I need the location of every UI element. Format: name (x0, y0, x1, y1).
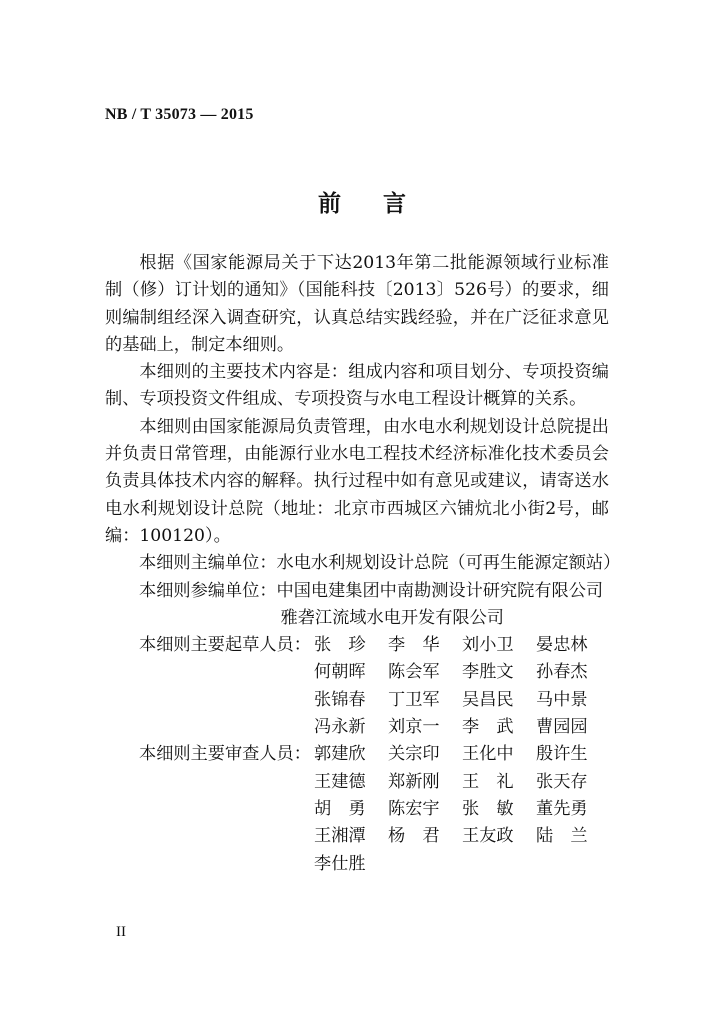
participating-unit: 雅砻江流域水电开发有限公司 (280, 607, 504, 628)
person-name: 杨 君 (388, 826, 440, 847)
chief-editor-unit: 水电水利规划设计总院（可再生能源定额站） (276, 553, 621, 574)
person-name: 李胜文 (462, 662, 514, 683)
reviewers-label: 本细则主要审查人员： (139, 744, 311, 765)
participating-unit: 中国电建集团中南勘测设计研究院有限公司 (276, 580, 604, 601)
person-name: 王建德 (314, 771, 366, 792)
person-name: 张天存 (536, 771, 588, 792)
person-name: 王湘潭 (314, 826, 366, 847)
page-number: II (116, 924, 126, 940)
paragraph-technical-content: 本细则的主要技术内容是：组成内容和项目划分、专项投资编制、专项投资文件组成、专项投资与水电工程设计概算的关系。 (105, 362, 609, 410)
chief-editor-label: 本细则主编单位： (139, 553, 277, 574)
person-name: 陈会军 (388, 662, 440, 683)
person-name: 陈宏宇 (388, 798, 440, 819)
person-name: 晏忠林 (536, 635, 588, 656)
person-name: 王化中 (462, 744, 514, 765)
reviewers-row (139, 741, 609, 877)
drafters-row (139, 632, 609, 741)
foreword-body (105, 250, 621, 878)
person-name: 马中景 (536, 689, 588, 710)
person-name: 丁卫军 (388, 689, 440, 710)
person-name: 郭建欣 (314, 744, 366, 765)
participating-row (139, 578, 609, 633)
person-name: 李仕胜 (314, 853, 366, 874)
person-name: 李 华 (388, 635, 440, 656)
person-name: 刘小卫 (462, 635, 514, 656)
title-char-1: 前 (318, 190, 341, 217)
person-name: 陆 兰 (536, 826, 588, 847)
paragraph-basis: 根据《国家能源局关于下达2013年第二批能源领域行业标准制（修）订计划的通知》（国能科技〔2013〕526号）的要求，细则编制组经深入调查研究，认真总结实践经验，并在广泛征求意见的基础上，制定本细则。 (105, 253, 609, 355)
person-name: 何朝晖 (314, 662, 366, 683)
person-name: 曹园园 (536, 717, 588, 738)
participating-label: 本细则参编单位： (139, 580, 277, 601)
person-name: 董先勇 (536, 798, 588, 819)
chief-editor-row (139, 550, 621, 577)
person-name: 胡 勇 (314, 798, 366, 819)
drafters-label: 本细则主要起草人员： (139, 635, 311, 656)
person-name: 吴昌民 (462, 689, 514, 710)
reviewers-names (314, 741, 610, 877)
paragraph-management: 本细则由国家能源局负责管理，由水电水利规划设计总院提出并负责日常管理，由能源行业水电工程技术经济标准化技术委员会负责具体技术内容的解释。执行过程中如有意见或建议，请寄送水电水利规划设计总院（地址：北京市西城区六铺炕北小街2号，邮编：100120）。 (105, 416, 609, 546)
person-name: 冯永新 (314, 717, 366, 738)
person-name: 刘京一 (388, 717, 440, 738)
person-name: 王 礼 (462, 771, 514, 792)
person-name: 关宗印 (388, 744, 440, 765)
page-title (0, 185, 724, 218)
person-name: 张 珍 (314, 635, 366, 656)
person-name: 王友政 (462, 826, 514, 847)
standard-code: NB / T 35073 — 2015 (105, 106, 254, 123)
person-name: 殷许生 (536, 744, 588, 765)
person-name: 张 敏 (462, 798, 514, 819)
person-name: 郑新刚 (388, 771, 440, 792)
person-name: 孙春杰 (536, 662, 588, 683)
person-name: 张锦春 (314, 689, 366, 710)
title-char-2: 言 (383, 190, 406, 217)
drafters-names (314, 632, 610, 741)
person-name: 李 武 (462, 717, 514, 738)
